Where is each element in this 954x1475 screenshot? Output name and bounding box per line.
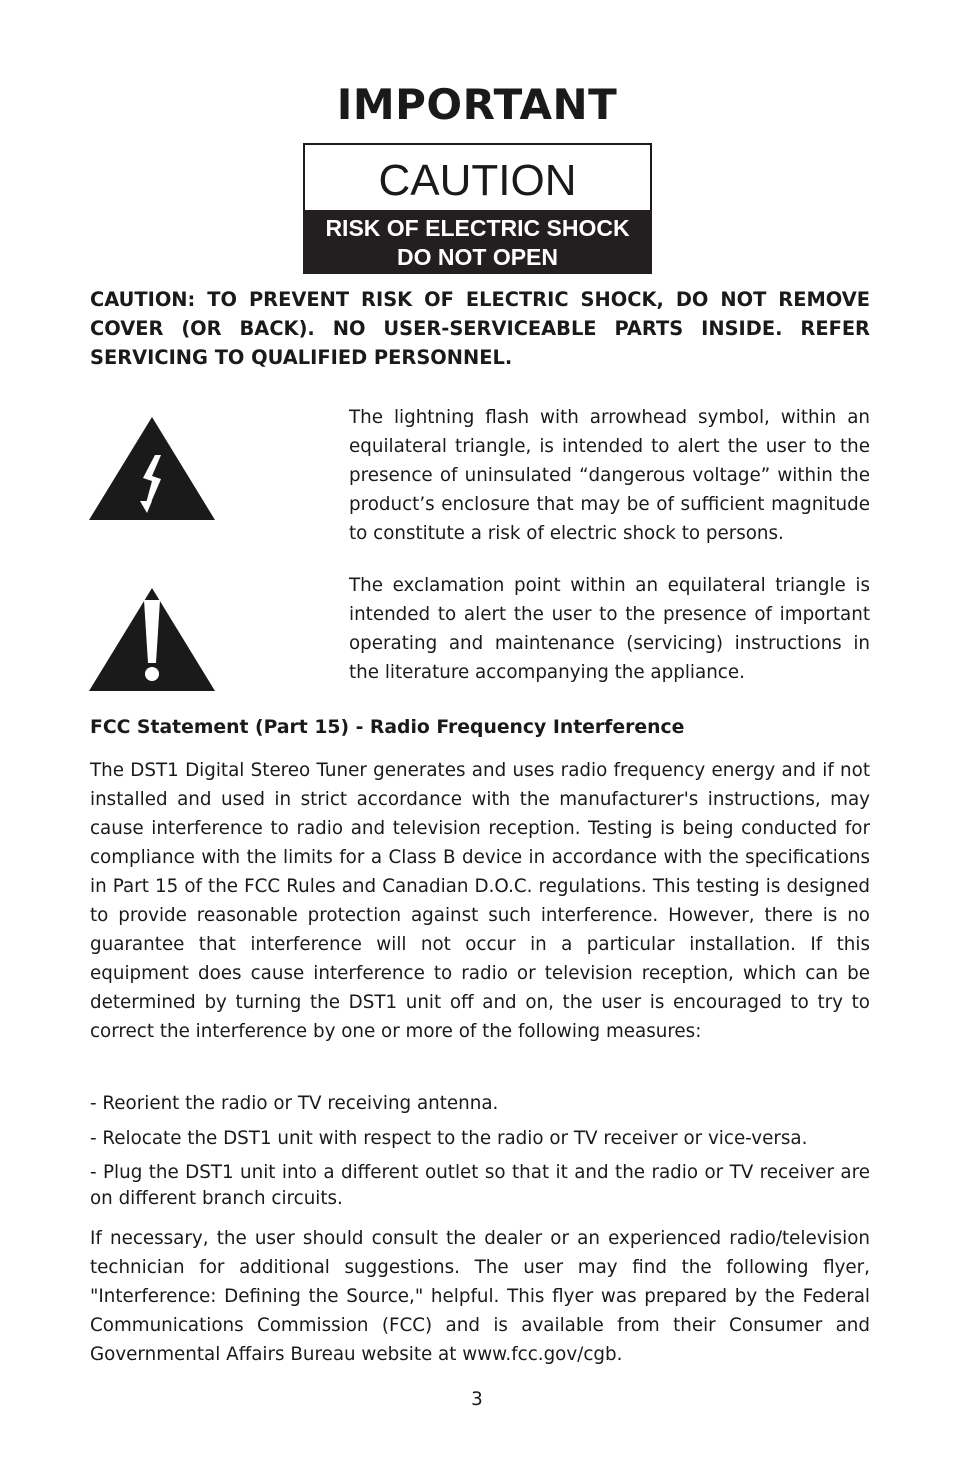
- measure-item-3: - Plug the DST1 unit into a different outlet so that it and the radio or TV receiver are on different branch circuits.: [90, 1162, 870, 1209]
- fcc-heading: FCC Statement (Part 15) - Radio Frequency Interference: [90, 717, 685, 738]
- caution-band-line-2: DO NOT OPEN: [396, 244, 558, 270]
- exclamation-warning-icon: [89, 588, 215, 691]
- lightning-warning-icon: [89, 417, 215, 520]
- exclamation-symbol-description: The exclamation point within an equilateral triangle is intended to alert the user to the presence of important operating and maintenance (servicing) instructions in the literature accompanying the appliance.: [349, 575, 870, 683]
- caution-band-line-1: RISK OF ELECTRIC SHOCK: [325, 215, 630, 241]
- measure-item-1: - Reorient the radio or TV receiving antenna.: [90, 1093, 499, 1114]
- page-number: 3: [471, 1389, 483, 1410]
- caution-statement: CAUTION: TO PREVENT RISK OF ELECTRIC SHOCK, DO NOT REMOVE COVER (OR BACK). NO USER-SERVICEABLE PARTS INSIDE. REFER SERVICING TO QUALIFIED PERSONNEL.: [90, 288, 870, 369]
- caution-word: CAUTION: [378, 156, 577, 205]
- page-title: IMPORTANT: [336, 80, 618, 129]
- lightning-symbol-description: The lightning flash with arrowhead symbol, within an equilateral triangle, is intended to alert the user to the presence of uninsulated “dangerous voltage” within the product’s enclosure that may be of sufficient magnitude to constitute a risk of electric shock to persons.: [349, 407, 870, 544]
- caution-label: [303, 143, 652, 274]
- fcc-closing-paragraph: If necessary, the user should consult the dealer or an experienced radio/television technician for additional suggestions. The user may find the following flyer, "Interference: Defining the Source," helpful. This flyer was prepared by the Federal Communications Commission (FCC) and is available from their Consumer and Governmental Affairs Bureau website at www.fcc.gov/cgb.: [90, 1228, 870, 1365]
- caution-band: [303, 210, 652, 274]
- fcc-paragraph: The DST1 Digital Stereo Tuner generates and uses radio frequency energy and if not installed and used in strict accordance with the manufacturer's instructions, may cause interference to radio and television reception. Testing is being conducted for compliance with the limits for a Class B device in accordance with the specifications in Part 15 of the FCC Rules and Canadian D.O.C. regulations. This testing is designed to provide reasonable protection against such interference. However, there is no guarantee that interference will not occur in a particular installation. If this equipment does cause interference to radio or television reception, which can be determined by turning the DST1 unit off and on, the user is encouraged to try to correct the interference by one or more of the following measures:: [90, 760, 870, 1042]
- measure-item-2: - Relocate the DST1 unit with respect to the radio or TV receiver or vice-versa.: [90, 1128, 808, 1149]
